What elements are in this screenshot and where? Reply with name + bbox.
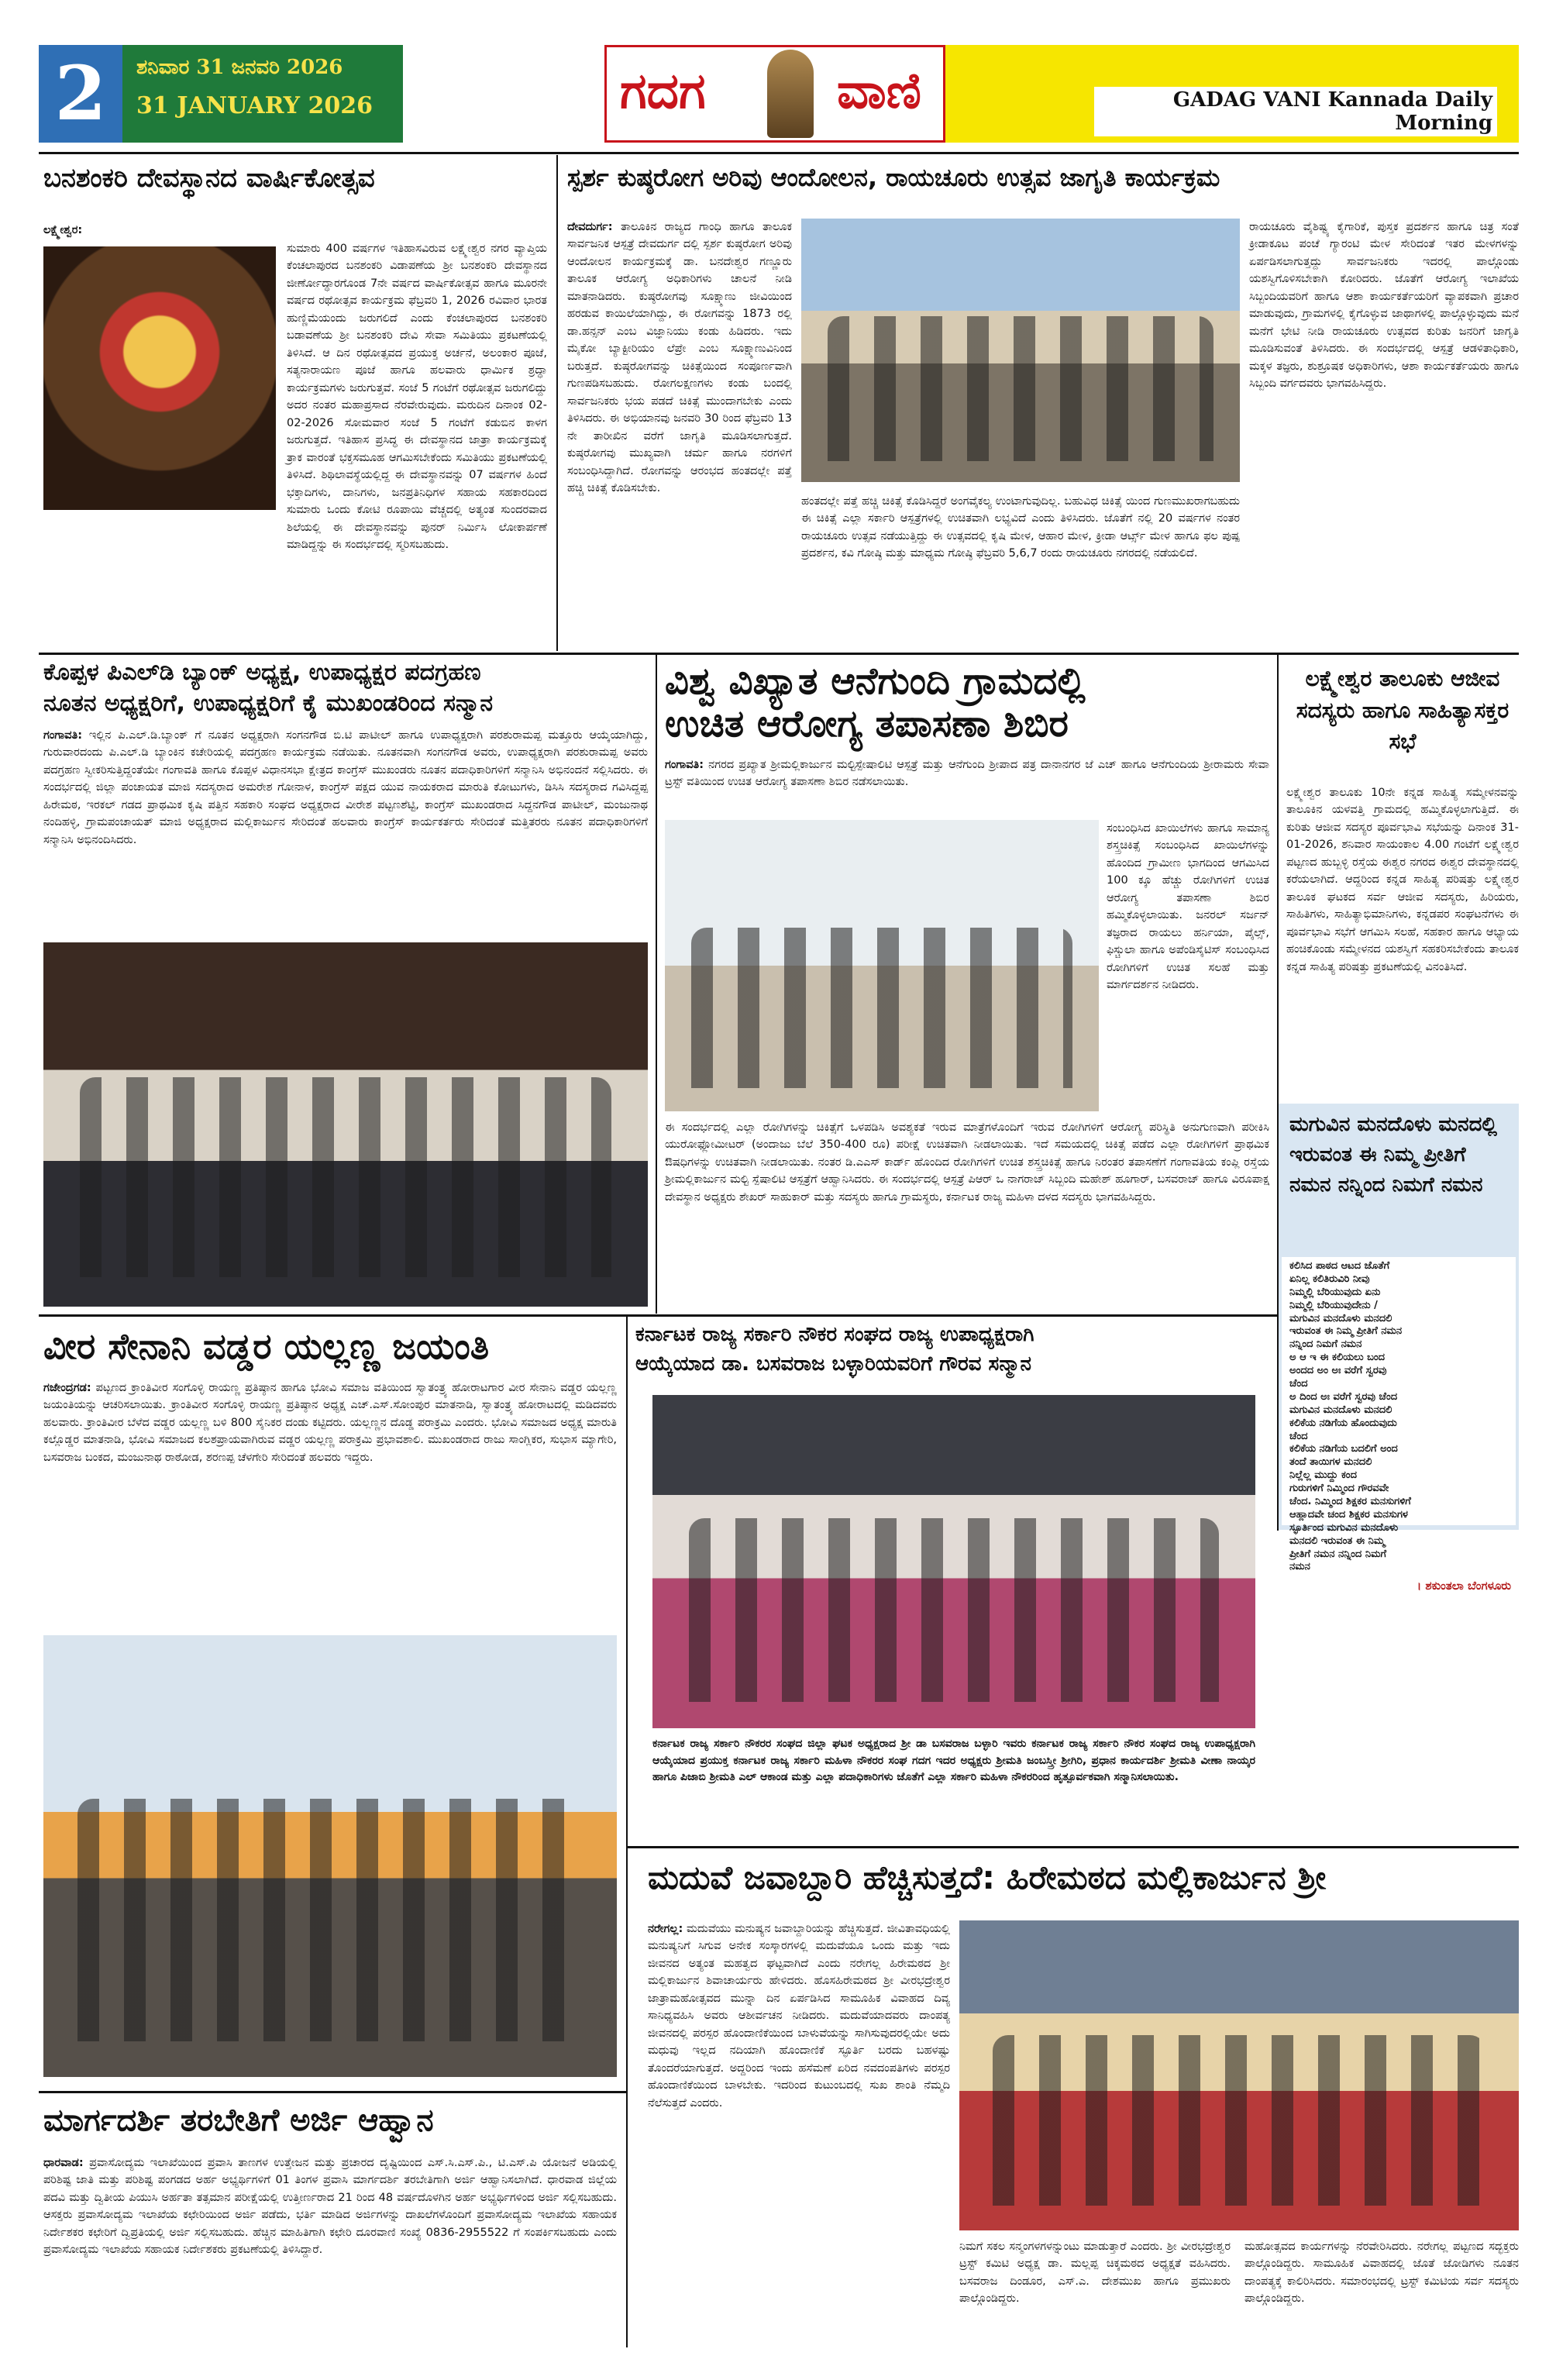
temple-body-col bbox=[287, 240, 547, 551]
poem-line: ಕಲಿಕೆಯ ನಡಿಗೆಯ ಬದಲಿಗೆ ಅಂದ bbox=[1289, 1443, 1398, 1455]
leprosy-col2 bbox=[801, 493, 1240, 645]
poem-line: ಕಲಿಕೆಯ ನಡಿಗೆಯ ಹೊಂದುವುದು bbox=[1289, 1417, 1397, 1429]
margadarshi-article bbox=[43, 2102, 617, 2139]
poem-line: ಮನದಲಿ ಇರುವಂತ ಈ ನಿಮ್ಮ bbox=[1289, 1534, 1385, 1547]
marriage-body: ಮದುವೆಯು ಮನುಷ್ಯನ ಜವಾಬ್ದಾರಿಯನ್ನು ಹೆಚ್ಚಿಸುತ್ತದೆ. ಜೀವಿತಾವಧಿಯಲ್ಲಿ ಮನುಷ್ಯನಿಗೆ ಸಿಗುವ ಅನೇಕ ಸಂಸ್ಕಾರಗಳಲ್ಲಿ ಮದುವೆಯೂ ಒಂದು ಮತ್ತು ಇದು ಜೀವನದ ಅತ್ಯಂತ ಮಹತ್ವದ ಘಟ್ಟವಾಗಿದೆ ಎಂದು ನರೇಗಲ್ಲ ಹಿರೇಮಠದ ಶ್ರೀ ಮಲ್ಲಿಕಾರ್ಜುನ ಶಿವಾಚಾರ್ಯರು ಹೇಳಿದರು. ಹೊಸಹಿರೇಮಠದ ಶ್ರೀ ವೀರಭದ್ರೇಶ್ವರ ಜಾತ್ರಾಮಹೋತ್ಸವದ ಮುನ್ನಾ ದಿನ ಏರ್ಪಡಿಸಿದ ಸಾಮೂಹಿಕ ವಿವಾಹದ ದಿವ್ಯ ಸಾನಿಧ್ಯವಹಿಸಿ ಅವರು ಆಶೀರ್ವಚನ ನೀಡಿದರು. ಮದುವೆಯಾದವರು ದಾಂಪತ್ಯ ಜೀವನದಲ್ಲಿ ಪರಸ್ಪರ ಹೊಂದಾಣಿಕೆಯಿಂದ ಬಾಳುವೆಯನ್ನು ಸಾಗಿಸುವುದರಲ್ಲಿಯೇ ಅದು ಮಧುವು ಇಲ್ಲದ ನದಿಯಾಗಿ ಹೊಂದಾಣಿಕೆ ಸ್ಫೂರ್ತಿ ಬರದು ಬಹಳಷ್ಟು ತೊಂದರೆಯಾಗುತ್ತದೆ. ಅದ್ದರಿಂದ ಇಂದು ಹಸೆಮಣೆ ಏರಿದ ನವದಂಪತಿಗಳು ಪರಸ್ಪರ ಹೊಂದಾಣಿಕೆಯಿಂದ ಬಾಳಬೇಕು. ಇದರಿಂದ ಕುಟುಂಬದಲ್ಲಿ ಸುಖ ಶಾಂತಿ ನೆಮ್ಮದಿ ನೆಲೆಸುತ್ತದೆ ಎಂದರು. bbox=[648, 1923, 951, 2110]
poem-line: ತಂದೆ ತಾಯಿಗಳ ಮನದಲಿ bbox=[1289, 1456, 1372, 1469]
poem-line: ಅಂದದ ಅಂ ಅಃ ವರೆಗೆ ಸ್ವರವು bbox=[1289, 1365, 1387, 1377]
sahitya-body-wrap bbox=[1286, 784, 1519, 1094]
health-body-wrap bbox=[665, 1119, 1269, 1308]
temple-body: ಸುಮಾರು 400 ವರ್ಷಗಳ ಇತಿಹಾಸವಿರುವ ಲಕ್ಷ್ಮೇಶ್ವರ ನಗರ ವ್ಯಾಪ್ತಿಯ ಕೆಂಚಲಾಪುರದ ಬನಶಂಕರಿ ವಿಡಾಪಣೆಯ ಶ್ರೀ ಬನಶಂಕರಿ ದೇವಸ್ಥಾನದ ಜೀರ್ಣೋದ್ಧಾರಗೊಂಡ 7ನೇ ವರ್ಷದ ವಾರ್ಷಿಕೋತ್ಸವ ಹಾಗೂ ಮೂರನೇ ವರ್ಷದ ರಥೋತ್ಸವ ಕಾರ್ಯಕ್ರಮ ಫೆಬ್ರವರಿ 1, 2026 ರವಿವಾರ ಭಾರತ ಹುಣ್ಣಿಮೆಯಂದು ಜರುಗಲಿದೆ ಎಂದು ಕೆಂಚಲಾಪುರದ ಬನಶಂಕರಿ ಬಡಾವಣೆಯ ಶ್ರೀ ಬನಶಂಕರಿ ದೇವಿ ಸೇವಾ ಸಮಿತಿಯು ಪ್ರಕಟಣೆಯಲ್ಲಿ ತಿಳಿಸಿದೆ. ಆ ದಿನ ರಥೋತ್ಸವದ ಪ್ರಯುಕ್ತ ಅರ್ಚನೆ, ಅಲಂಕಾರ ಪೂಜೆ, ಸತ್ಯನಾರಾಯಣ ಪೂಜೆ ಹಾಗೂ ಹಲವಾರು ಧಾರ್ಮಿಕ ಶ್ರದ್ಧಾ ಕಾರ್ಯಕ್ರಮಗಳು ಜರುಗುತ್ತವೆ. ಸಂಜೆ 5 ಗಂಟೆಗೆ ರಥೋತ್ಸವ ಜರುಗಲಿದ್ದು ಅದರ ನಂತರ ಮಹಾಪ್ರಸಾದ ನೆರವೇರುವುದು. ಮರುದಿನ ದಿನಾಂಕ 02-02-2026 ಸೋಮವಾರ ಸಂಜೆ 5 ಗಂಟೆಗೆ ಕಡುಬಿನ ಕಾಳಗ ಜರುಗುತ್ತದೆ. ಇತಿಹಾಸ ಪ್ರಸಿದ್ಧ ಈ ದೇವಸ್ಥಾನದ ಜಾತ್ರಾ ಕಾರ್ಯಕ್ರಮಕ್ಕೆ ತ್ರಾಕ ವಾರಂತೆ ಭಕ್ತಸಮೂಹ ಆಗಮಿಸಬೇಕೆಂದು ಸಮಿತಿಯು ಪ್ರಕಟಣೆಯಲ್ಲಿ ತಿಳಿಸಿದೆ. ಶಿಥಿಲಾವಸ್ಥೆಯಲ್ಲಿದ್ದ ಈ ದೇವಸ್ಥಾನವನ್ನು 07 ವರ್ಷಗಳ ಹಿಂದೆ ಭಕ್ತಾದಿಗಳು, ದಾನಿಗಳು, ಜನಪ್ರತಿನಿಧಿಗಳ ಸಹಾಯ ಸಹಕಾರದಿಂದ ಸುಮಾರು ಒಂದು ಕೋಟಿ ರೂಪಾಯಿ ವೆಚ್ಚದಲ್ಲಿ ಅತ್ಯಂತ ಸುಂದರವಾದ ಶಿಲೆಯಲ್ಲಿ ಈ ದೇವಸ್ಥಾನವನ್ನು ಪುನರ್ ನಿರ್ಮಿಸಿ ಲೋಕಾರ್ಪಣೆ ಮಾಡಿದ್ದನ್ನು ಈ ಸಂದರ್ಭದಲ್ಲಿ ಸ್ಮರಿಸಬಹುದು. bbox=[287, 243, 547, 551]
marriage-photo bbox=[959, 1920, 1519, 2230]
health-dateline: ಗಂಗಾವತಿ: bbox=[665, 759, 704, 771]
poem-line: ಇರುವಂತ ಈ ನಿಮ್ಮ ಪ್ರೀತಿಗೆ ನಮನ bbox=[1289, 1325, 1403, 1338]
leprosy-body-1: ತಾಲೂಕಿನ ರಾಜ್ಯದ ಗಾಂಧಿ ಹಾಗೂ ತಾಲೂಕ ಸಾರ್ವಜನಿಕ ಆಸ್ಪತ್ರೆ ದೇವದುರ್ಗ ದಲ್ಲಿ ಸ್ಪರ್ಶ ಕುಷ್ಠರೋಗ ಅರಿವು ಆಂದೋಲನ ಕಾರ್ಯಕ್ರಮಕ್ಕೆ ಡಾ. ಬನದೇಶ್ವರ ಗಣ್ಣೂರು ತಾಲೂಕ ಆರೋಗ್ಯ ಅಧಿಕಾರಿಗಳು ಚಾಲನೆ ನೀಡಿ ಮಾತನಾಡಿದರು. ಕುಷ್ಠರೋಗವು ಸೂಕ್ಷ್ಮಾಣು ಜೀವಿಯಿಂದ ಹರಡುವ ಕಾಯಿಲೆಯಾಗಿದ್ದು, ಈ ರೋಗವನ್ನು 1873 ರಲ್ಲಿ ಡಾ.ಹನ್ಸನ್ ಎಂಬ ವಿಜ್ಞಾನಿಯು ಕಂಡು ಹಿಡಿದರು. ಇದು ಮೈಕೋ ಬ್ಯಾಕ್ಟೀರಿಯಂ ಲೆಪ್ರೇ ಎಂಬ ಸೂಕ್ಷ್ಮಾಣುವಿನಿಂದ ಬರುತ್ತದೆ. ಕುಷ್ಠರೋಗವನ್ನು ಚಿಕಿತ್ಸೆಯಿಂದ ಸಂಪೂರ್ಣವಾಗಿ ಗುಣಪಡಿಸಬಹುದು. ರೋಗಲಕ್ಷಣಗಳು ಕಂಡು ಬಂದಲ್ಲಿ ಸಾರ್ವಜನಿಕರು ಭಯ ಪಡದೆ ಚಿಕಿತ್ಸೆ ಮುಂದಾಗಬೇಕು ಎಂದು ತಿಳಿಸಿದರು. ಈ ಅಭಿಯಾನವು ಜನವರಿ 30 ರಿಂದ ಫೆಬ್ರವರಿ 13 ನೇ ತಾರೀಖಿನ ವರೆಗೆ ಜಾಗೃತಿ ಮೂಡಿಸಲಾಗುತ್ತದೆ. ಕುಷ್ಠರೋಗವು ಮುಖ್ಯವಾಗಿ ಚರ್ಮ ಹಾಗೂ ನರಗಳಿಗೆ ಸಂಬಂಧಿಸಿದ್ದಾಗಿದೆ. ರೋಗವನ್ನು ಆರಂಭದ ಹಂತದಲ್ಲೇ ಪತ್ತೆ ಹಚ್ಚಿ ಚಿಕಿತ್ಸೆ ಕೊಡಿಸಬೇಕು. bbox=[567, 221, 792, 495]
col-divider bbox=[656, 655, 657, 1314]
margadarshi-headline: ಮಾರ್ಗದರ್ಶಿ ತರಬೇತಿಗೆ ಅರ್ಜಿ ಆಹ್ವಾನ bbox=[43, 2103, 434, 2138]
margadarshi-body-wrap bbox=[43, 2154, 617, 2347]
poem-line: ನನ್ನಿಂದ ನಿಮಗೆ ನಮನ bbox=[1289, 1338, 1362, 1351]
temple-photo bbox=[43, 246, 276, 510]
jayanti-dateline: ಗಜೇಂದ್ರಗಡ: bbox=[43, 1382, 91, 1394]
leprosy-headline: ಸ್ಪರ್ಶ ಕುಷ್ಠರೋಗ ಅರಿವು ಆಂದೋಲನ, ರಾಯಚೂರು ಉತ್ಸವ ಜಾಗೃತಿ ಕಾರ್ಯಕ್ರಮ bbox=[567, 163, 1220, 192]
date-english: 31 JANUARY 2026 bbox=[136, 92, 373, 119]
poem-line: ಚೆಂದ bbox=[1289, 1378, 1308, 1390]
row-divider bbox=[628, 1846, 1519, 1848]
leprosy-photo bbox=[801, 219, 1240, 482]
sahitya-headline: ಲಕ್ಷ್ಮೇಶ್ವರ ತಾಲೂಕು ಆಜೀವ ಸದಸ್ಯರು ಹಾಗೂ ಸಾಹಿತ್ಯಾಸಕ್ತರ ಸಭೆ bbox=[1296, 666, 1510, 755]
date-kannada: ಶನಿವಾರ 31 ಜನವರಿ 2026 bbox=[136, 56, 343, 79]
date-box bbox=[122, 45, 403, 143]
karnataka-article bbox=[635, 1321, 1269, 1379]
karnataka-headline-1: ಕರ್ನಾಟಕ ರಾಜ್ಯ ಸರ್ಕಾರಿ ನೌಕರ ಸಂಘದ ರಾಜ್ಯ ಉಪಾಧ್ಯಕ್ಷರಾಗಿ bbox=[635, 1323, 1034, 1346]
poem-line: ಮಗುವಿನ ಮನದೊಳು ಮನದಲಿ bbox=[1289, 1312, 1392, 1324]
poem-line: ನಮನ bbox=[1289, 1561, 1310, 1573]
marriage-headline: ಮದುವೆ ಜವಾಬ್ದಾರಿ ಹೆಚ್ಚಿಸುತ್ತದೆ: ಹಿರೇಮಠದ ಮಲ್ಲಿಕಾರ್ಜುನ ಶ್ರೀ bbox=[648, 1858, 1327, 1896]
poem-line: ಅ ದಿಂದ ಅಃ ವರೆಗೆ ಸ್ವರವು ಚೆಂದ bbox=[1289, 1390, 1398, 1403]
jayanti-photo bbox=[43, 1635, 617, 2077]
poem-line: ಪ್ರೀತಿಗೆ ನಮನ ನನ್ನಿಂದ ನಿಮಗೆ bbox=[1289, 1548, 1387, 1560]
leprosy-article bbox=[567, 163, 1519, 192]
health-intro: ನಗರದ ಪ್ರಖ್ಯಾತ ಶ್ರೀಮಲ್ಲಿಕಾರ್ಜುನ ಮಲ್ಟಿಸ್ಪೇಷಾಲಿಟಿ ಆಸ್ಪತ್ರೆ ಮತ್ತು ಆನೆಗುಂದಿ ಶ್ರೀಪಾದ ಪತ್ರ ದಾನಾನಗರ ಜೆ ಎಚ್ ಹಾಗೂ ಆನೆಗುಂದಿಯ ಶ್ರೀರಾಮರು ಸೇವಾ ಟ್ರಸ್ಟ್ ವತಿಯಿಂದ ಉಚಿತ ಆರೋಗ್ಯ ತಪಾಸಣಾ ಶಿಬಿರ ನಡೆಸಲಾಯಿತು. bbox=[665, 759, 1269, 789]
marriage-col2-wrap bbox=[1244, 2238, 1519, 2347]
bank-body: ಇಲ್ಲಿನ ಪಿ.ಎಲ್.ಡಿ.ಬ್ಯಾಂಕ್ ಗೆ ನೂತನ ಅಧ್ಯಕ್ಷರಾಗಿ ಸಂಗನಗೌಡ ಬಿ.ಟಿ ಪಾಟೀಲ್ ಹಾಗೂ ಉಪಾಧ್ಯಕ್ಷರಾಗಿ ಪರಶುರಾಮಪ್ಪ ಮತ್ತೂರು ಆಯ್ಕೆಯಾಗಿದ್ದು, ಗುರುವಾರದಂದು ಪಿ.ಎಲ್.ಡಿ ಬ್ಯಾಂಕಿನ ಕಚೇರಿಯಲ್ಲಿ ಪದಗ್ರಹಣ ಕಾರ್ಯಕ್ರಮ ನಡೆಯಿತು. ನೂತನವಾಗಿ ಸಂಗನಗೌಡ ಅವರು, ಉಪಾಧ್ಯಕ್ಷರಾಗಿ ಪರಶುರಾಮಪ್ಪ ಅವರು ಪದಗ್ರಹಣ ಸ್ವೀಕರಿಸುತ್ತಿದ್ದಂತೆಯೇ ಗಂಗಾವತಿ ಹಾಗೂ ಕೊಪ್ಪಳ ವಿಧಾನಸಭಾ ಕ್ಷೇತ್ರದ ಕಾಂಗ್ರೆಸ್ ಮುಖಂಡರು ನೂತನ ಪದಾಧಿಕಾರಿಗಳಿಗೆ ಸನ್ಮಾನಿಸಿ ಅಭಿನಂದನೆ ಸಲ್ಲಿಸಿದರು. ಈ ಸಂದರ್ಭದಲ್ಲಿ ಜಿಲ್ಲಾ ಪಂಚಾಯತ ಮಾಜಿ ಸದಸ್ಯರಾದ ಅಮರೇಶ ಗೋನಾಳ, ಕಾಂಗ್ರೆಸ್ ಪಕ್ಷದ ಯುವ ನಾಯಕರಾದ ಮಾರುತಿ ಕೋಟುಗಳು, ಡಿಸಿಸಿ ಸದಸ್ಯರಾದ ಗವಿಸಿದ್ದಪ್ಪ ಹಿರೇಮಠ, ಇರಕಲ್ ಗಡದ ಪ್ರಾಥಮಿಕ ಕೃಷಿ ಪತ್ತಿನ ಸಹಕಾರಿ ಸಂಘದ ಅಧ್ಯಕ್ಷರಾದ ವೀರೇಶ ಪಟ್ಟಣಶೆಟ್ಟಿ, ಕಾಂಗ್ರೆಸ್ ಮುಖಂಡರಾದ ಸಿದ್ದನಗೌಡ ಪಾಟೀಲ್, ಮಂಜುನಾಥ ನಂದಿಹಳ್ಳಿ, ಗ್ರಾಮಪಂಚಾಯತ್ ಮಾಜಿ ಅಧ್ಯಕ್ಷರಾದ ಮಲ್ಲಿಕಾರ್ಜುನ ಸೇರಿದಂತೆ ಹಲವಾರು ಕಾಂಗ್ರೆಸ್ ಕಾರ್ಯಕರ್ತರು ಸೇರಿದಂತೆ ಮತ್ತಿತರರು ನೂತನ ಪದಾಧಿಕಾರಿಗಳಿಗೆ ಸನ್ಮಾನಿಸಿ ಅಭಿನಂದಿಸಿದರು. bbox=[43, 729, 648, 846]
health-body: ಈ ಸಂದರ್ಭದಲ್ಲಿ ಎಲ್ಲಾ ರೋಗಿಗಳನ್ನು ಚಿಕಿತ್ಸೆಗೆ ಒಳಪಡಿಸಿ ಅವಶ್ಯಕತೆ ಇರುವ ಮಾತ್ರೆಗಳೊಂದಿಗೆ ಇರುವ ರೋಗಿಗಳಿಗೆ ಆರೋಗ್ಯ ಪರಿಸ್ಥಿತಿ ಅನುಗುಣವಾಗಿ ಪರೀಕಿಸಿ ಯುರೋಫ್ಲೋಮೀಟರ್ (ಅಂದಾಜು ಬೆಲೆ 350-400 ರೂ) ಪರೀಕ್ಷೆ ಉಚಿತವಾಗಿ ನೀಡಲಾಯಿತು. ಇದೆ ಸಮಯದಲ್ಲಿ ಚಿಕಿತ್ಸೆ ಪಡೆದ ಎಲ್ಲಾ ರೋಗಿಗಳಿಗೆ ಪ್ರಾಥಮಿಕ ಔಷಧಿಗಳನ್ನು ಉಚಿತವಾಗಿ ನೀಡಲಾಯಿತು. ನಂತರ ಡಿ.ಎಎಸ್ ಕಾರ್ಡ್ ಹೊಂದಿದ ರೋಗಿಗಳಿಗೆ ಉಚಿತ ಶಸ್ತ್ರಚಿಕಿತ್ಸೆ ಹಾಗೂ ನಿರಂತರ ತಪಾಸಣೆಗೆ ಗಂಗಾವತಿಯ ಕಂಪ್ಲಿ ರಸ್ತೆಯ ಶ್ರೀಮಲ್ಲಿಕಾರ್ಜುನ ಮಲ್ಟಿ ಸ್ಪೆಷಾಲಿಟಿ ಆಸ್ಪತ್ರೆಗೆ ಆಹ್ವಾನಿಸಿದರು. ಈ ಸಂದರ್ಭದಲ್ಲಿ ಆಸ್ಪತ್ರೆ ಪಿಆರ್ ಒ ನಾಗರಾಜ್ ಸಿಬ್ಬಂದಿ ಮಹೇಶ್ ಹೂಗಾರ್, ಬಸವರಾಜ್ ಹಾಗೂ ವಿರೂಪಾಕ್ಷ ದೇವಸ್ಥಾನ ಅಧ್ಯಕ್ಷರು ಶೇಖರ್ ಸಾಹುಕಾರ್ ಮತ್ತು ಸದಸ್ಯರು ಹಾಗೂ ಗ್ರಾಮಸ್ಥರು, ಕರ್ನಾಟಕ ರಾಜ್ಯ ಮಹಿಳಾ ದಳದ ಸದಸ್ಯರು ಭಾಗವಹಿಸಿದ್ದರು. bbox=[665, 1121, 1269, 1204]
marriage-article bbox=[648, 1858, 1519, 1897]
tagline: GADAG VANI Kannada Daily Morning bbox=[1094, 87, 1497, 136]
leprosy-col3 bbox=[1249, 219, 1519, 645]
bank-photo bbox=[43, 942, 648, 1307]
poem-line: ಆಹ್ಲಾದವೇ ಚಂದ ಶಿಕ್ಷಕರ ಮನಸುಗಳ bbox=[1289, 1508, 1408, 1521]
karnataka-photo bbox=[652, 1395, 1255, 1728]
marriage-dateline: ನರೇಗಲ್ಲ: bbox=[648, 1923, 683, 1935]
col-divider bbox=[556, 155, 558, 651]
jayanti-article bbox=[43, 1325, 617, 1368]
bank-article bbox=[43, 659, 648, 718]
row-divider bbox=[39, 1314, 1277, 1317]
poem-line: ಚೆಂದ. ನಿಮ್ಮಿಂದ ಶಿಕ್ಷಕರ ಮನಸುಗಳಿಗೆ bbox=[1289, 1496, 1411, 1508]
poem-line: ಕಲಿಸಿದ ಪಾಠದ ಆಟದ ಜೊತೆಗೆ bbox=[1289, 1260, 1390, 1272]
karnataka-caption: ಕರ್ನಾಟಕ ರಾಜ್ಯ ಸರ್ಕಾರಿ ನೌಕರರ ಸಂಘದ ಜಿಲ್ಲಾ ಘಟಕ ಅಧ್ಯಕ್ಷರಾದ ಶ್ರೀ ಡಾ ಬಸವರಾಜ ಬಳ್ಳಾರಿ ಇವರು ಕರ್ನಾಟಕ ರಾಜ್ಯ ಸರ್ಕಾರಿ ನೌಕರ ಸಂಘದ ರಾಜ್ಯ ಉಪಾಧ್ಯಕ್ಷರಾಗಿ ಆಯ್ಕೆಯಾದ ಪ್ರಯುಕ್ತ ಕರ್ನಾಟಕ ರಾಜ್ಯ ಸರ್ಕಾರಿ ಮಹಿಳಾ ನೌಕರರ ಸಂಘ ಗದಗ ಇದರ ಅಧ್ಯಕ್ಷರು ಶ್ರೀಮತಿ ಜಂಬಸ್ತ್ರೀ ಶ್ರೀಗಿರಿ, ಪ್ರಧಾನ ಕಾರ್ಯದರ್ಶಿ ಶ್ರೀಮತಿ ವೀಣಾ ನಾಯ್ಕರ ಹಾಗೂ ಪಿಜಾಬಿ ಶ್ರೀಮತಿ ಎಲ್ ಆಕಾಂಡ ಮತ್ತು ಎಲ್ಲಾ ಪದಾಧಿಕಾರಿಗಳು ಜೊತೆಗೆ ಎಲ್ಲಾ ಸರ್ಕಾರಿ ಮಹಿಳಾ ನೌಕರರಿಂದ ಹೃತ್ಪೂರ್ವಕವಾಗಿ ಸನ್ಮಾನಿಸಲಾಯಿತು. bbox=[652, 1738, 1255, 1784]
poem-line: ಅ ಆ ಇ ಈ ಕಲಿಯಲು ಬಂದ bbox=[1289, 1352, 1386, 1364]
masthead-divider bbox=[39, 152, 1519, 154]
bank-headline-1: ಕೊಪ್ಪಳ ಪಿಎಲ್‌ಡಿ ಬ್ಯಾಂಕ್ ಅಧ್ಯಕ್ಷ, ಉಪಾಧ್ಯಕ್ಷರ ಪದಗ್ರಹಣ bbox=[43, 659, 481, 686]
bank-dateline: ಗಂಗಾವತಿ: bbox=[43, 729, 83, 742]
leprosy-body-2: ಹಂತದಲ್ಲೇ ಪತ್ತೆ ಹಚ್ಚಿ ಚಿಕಿತ್ಸೆ ಕೊಡಿಸಿದ್ದರೆ ಅಂಗವೈಕಲ್ಯ ಉಂಟಾಗುವುದಿಲ್ಲ. ಬಹುವಿಧ ಚಿಕಿತ್ಸೆ ಯಿಂದ ಗುಣಮುಖರಾಗಬಹುದು ಈ ಚಿಕಿತ್ಸೆ ಎಲ್ಲಾ ಸರ್ಕಾರಿ ಆಸ್ಪತ್ರೆಗಳಲ್ಲಿ ಉಚಿತವಾಗಿ ಲಭ್ಯವಿದೆ ಎಂದು ತಿಳಿಸಿದರು. ಜೊತೆಗೆ ನಲ್ಲಿ 20 ವರ್ಷಗಳ ನಂತರ ರಾಯಚೂರು ಉತ್ಸವ ನಡೆಯುತ್ತಿದ್ದು ಈ ಉತ್ಸವದಲ್ಲಿ ಕೃಷಿ ಮೇಳ, ಆಹಾರ ಮೇಳ, ಕ್ರೀಡಾ ಆರ್ಟ್ಸ್ ಮೇಳ ಹಾಗೂ ಫಲ ಪುಷ್ಪ ಪ್ರದರ್ಶನ, ಕವಿ ಗೋಷ್ಠಿ ಮತ್ತು ಮಾಧ್ಯಮ ಗೋಷ್ಠಿ ಫೆಬ್ರವರಿ 5,6,7 ರಂದು ರಾಯಚೂರು ನಗರದಲ್ಲಿ ನಡೆಯಲಿದೆ. bbox=[801, 495, 1240, 560]
jayanti-body-wrap bbox=[43, 1379, 617, 1624]
temple-headline: ಬನಶಂಕರಿ ದೇವಸ್ಥಾನದ ವಾರ್ಷಿಕೋತ್ಸವ bbox=[43, 163, 375, 194]
health-side-text: ಸಂಬಂಧಿಸಿದ ಖಾಯಿಲೆಗಳು ಹಾಗೂ ಸಾಮಾನ್ಯ ಶಸ್ತ್ರಚಿಕಿತ್ಸೆ ಸಂಬಂಧಿಸಿದ ಖಾಯಿಲೆಗಳನ್ನು ಹೊಂದಿದ ಗ್ರಾಮೀಣ ಭಾಗದಿಂದ ಆಗಮಿಸಿದ 100 ಕ್ಕೂ ಹೆಚ್ಚು ರೋಗಿಗಳಿಗೆ ಉಚಿತ ಆರೋಗ್ಯ ತಪಾಸಣಾ ಶಿಬಿರ ಹಮ್ಮಿಕೊಳ್ಳಲಾಯಿತು. ಜನರಲ್ ಸರ್ಜನ್ ತಜ್ಞರಾದ ರಾಯಲು ಹರ್ನಿಯಾ, ಪೈಲ್ಸ್, ಫಿಸ್ಚುಲಾ ಹಾಗೂ ಅಪೆಂಡಿಸೈಟಿಸ್ ಸಂಬಂಧಿಸಿದ ರೋಗಿಗಳಿಗೆ ಉಚಿತ ಸಲಹೆ ಮತ್ತು ಮಾರ್ಗದರ್ಶನ ನೀಡಿದರು. bbox=[1107, 822, 1269, 992]
bank-headline-2: ನೂತನ ಅಧ್ಯಕ್ಷರಿಗೆ, ಉಪಾಧ್ಯಕ್ಷರಿಗೆ ಕೈ ಮುಖಂಡರಿಂದ ಸನ್ಮಾನ bbox=[43, 690, 494, 717]
health-side bbox=[1107, 820, 1269, 1114]
marriage-col1-wrap bbox=[959, 2238, 1231, 2347]
poem-author: । ಶಕುಂತಲಾ ಬೆಂಗಳೂರು bbox=[1417, 1579, 1511, 1593]
karnataka-caption-wrap bbox=[652, 1736, 1255, 1837]
health-article bbox=[665, 660, 1269, 746]
row-divider bbox=[39, 2091, 626, 2093]
health-headline-2: ಉಚಿತ ಆರೋಗ್ಯ ತಪಾಸಣಾ ಶಿಬಿರ bbox=[665, 702, 1069, 746]
sahitya-body: ಲಕ್ಷ್ಮೇಶ್ವರ ತಾಲೂಕು 10ನೇ ಕನ್ನಡ ಸಾಹಿತ್ಯ ಸಮ್ಮೇಳನವನ್ನು ತಾಲೂಕಿನ ಯಳವತ್ತಿ ಗ್ರಾಮದಲ್ಲಿ ಹಮ್ಮಿಕೊಳ್ಳಲಾಗುತ್ತಿದೆ. ಈ ಕುರಿತು ಆಜೀವ ಸದಸ್ಯರ ಪೂರ್ವಭಾವಿ ಸಭೆಯನ್ನು ದಿನಾಂಕ 31-01-2026, ಶನಿವಾರ ಸಾಯಂಕಾಲ 4.00 ಗಂಟೆಗೆ ಲಕ್ಷ್ಮೇಶ್ವರ ಪಟ್ಟಣದ ಹುಬ್ಬಳ್ಳಿ ರಸ್ತೆಯ ಈಶ್ವರ ನಗರದ ಈಶ್ವರ ದೇವಸ್ಥಾನದಲ್ಲಿ ಕರೆಯಲಾಗಿದೆ. ಆದ್ದರಿಂದ ಕನ್ನಡ ಸಾಹಿತ್ಯ ಪರಿಷತ್ತು ಲಕ್ಷ್ಮೇಶ್ವರ ತಾಲೂಕ ಘಟಕದ ಸರ್ವ ಆಜೀವ ಸದಸ್ಯರು, ಹಿರಿಯರು, ಸಾಹಿತಿಗಳು, ಸಾಹಿತ್ಯಾಭಿಮಾನಿಗಳು, ಕನ್ನಡಪರ ಸಂಘಟನೆಗಳು ಈ ಪೂರ್ವಭಾವಿ ಸಭೆಗೆ ಆಗಮಿಸಿ ಸಲಹೆ, ಸಹಕಾರ ಹಾಗೂ ಆಭ್ಯಾಯ ಹಂಚಿಕೊಂಡು ಸಮ್ಮೇಳನದ ಯಶಸ್ವಿಗೆ ಸಹಕರಿಸಬೇಕೆಂದು ತಾಲೂಕ ಕನ್ನಡ ಸಾಹಿತ್ಯ ಪರಿಷತ್ತು ಪ್ರಕಟಣೆಯಲ್ಲಿ ವಿನಂತಿಸಿದೆ. bbox=[1286, 787, 1519, 973]
jayanti-headline: ವೀರ ಸೇನಾನಿ ವಡ್ಡರ ಯಲ್ಲಣ್ಣ ಜಯಂತಿ bbox=[43, 1325, 490, 1367]
temple-article bbox=[43, 163, 547, 195]
logo-text-right: ವಾಣಿ bbox=[837, 62, 921, 120]
margadarshi-dateline: ಧಾರವಾಡ: bbox=[43, 2157, 84, 2169]
col-divider bbox=[626, 1317, 628, 2347]
poem-line: ಗುರುಗಳಿಗೆ ನಿಮ್ಮಿಂದ ಗೌರವವೇ bbox=[1289, 1483, 1389, 1495]
leprosy-col1 bbox=[567, 219, 792, 498]
leprosy-dateline: ದೇವದುರ್ಗ: bbox=[567, 221, 613, 233]
temple-dateline: ಲಕ್ಷ್ಮೇಶ್ವರ: bbox=[43, 224, 83, 236]
leprosy-body-3: ರಾಯಚೂರು ವೈಶಿಷ್ಟ್ಯ ಕೈಗಾರಿಕೆ, ಪುಸ್ತಕ ಪ್ರದರ್ಶನ ಹಾಗೂ ಚಿತ್ರ ಸಂತೆ ಕ್ರೀಡಾಕೂಟ ಪಂಚೆ ಗ್ಯಾರಂಟಿ ಮೇಳ ಸೇರಿದಂತೆ ಇತರ ಮೇಳಗಳನ್ನು ಏರ್ಪಡಿಸಲಾಗುತ್ತದ್ದು ಸಾರ್ವಜನಿಕರು ಇದರಲ್ಲಿ ಪಾಲ್ಗೊಂಡು ಯಶಸ್ವಿಗೊಳಿಸಬೇಕಾಗಿ ಕೋರಿದರು. ಜೊತೆಗೆ ಆರೋಗ್ಯ ಇಲಾಖೆಯ ಸಿಬ್ಬಂದಿಯವರಿಗೆ ಹಾಗೂ ಆಶಾ ಕಾರ್ಯಕರ್ತೆಯರಿಗೆ ವ್ಯಾಪಕವಾಗಿ ಪ್ರಚಾರ ಮಾಡುವುದು, ಗ್ರಾಮಗಳಲ್ಲಿ ಕೈಗೊಳ್ಳುವ ಜಾಥಾಗಳಲ್ಲಿ ಪಾಲ್ಗೊಳ್ಳುವುದು ಮನೆ ಮನೆಗೆ ಭೇಟಿ ನೀಡಿ ರಾಯಚೂರು ಉತ್ಸವದ ಕುರಿತು ಜನರಿಗೆ ಜಾಗೃತಿ ಮೂಡಿಸುವಂತೆ ತಿಳಿಸಿದರು. ಈ ಸಂದರ್ಭದಲ್ಲಿ ಆಸ್ಪತ್ರೆ ಆಡಳಿತಾಧಿಕಾರಿ, ಮಕ್ಕಳ ತಜ್ಞರು, ಶುಶ್ರೂಷಕ ಅಧಿಕಾರಿಗಳು, ಆಶಾ ಕಾರ್ಯಕರ್ತೆಯರು ಹಾಗೂ ಸಿಬ್ಬಂದಿ ವರ್ಗದವರು ಭಾಗವಹಿಸಿದ್ದರು. bbox=[1249, 221, 1519, 391]
poem-headline: ಮಗುವಿನ ಮನದೊಳು ಮನದಲ್ಲಿ ಇರುವಂತ ಈ ನಿಮ್ಮ ಪ್ರೀತಿಗೆ ನಮನ ನನ್ನಿಂದ ನಿಮಗೆ ನಮನ bbox=[1289, 1113, 1498, 1197]
health-headline-1: ವಿಶ್ವ ವಿಖ್ಯಾತ ಆನೆಗುಂದಿ ಗ್ರಾಮದಲ್ಲಿ bbox=[665, 660, 1086, 703]
karnataka-headline-2: ಆಯ್ಕೆಯಾದ ಡಾ. ಬಸವರಾಜ ಬಳ್ಳಾರಿಯವರಿಗೆ ಗೌರವ ಸನ್ಮಾನ bbox=[635, 1352, 1031, 1376]
poem-line: ನಿಮ್ಮಲ್ಲಿ ಬೆರಿಯುವುದೇನು / bbox=[1289, 1299, 1378, 1311]
marriage-body-wrap bbox=[648, 1920, 950, 2347]
health-photo bbox=[665, 820, 1099, 1111]
poem-line: ನಿಲ್ಲೆಲ್ಲ ಮುದ್ದು ಕಂದ bbox=[1289, 1469, 1357, 1482]
marriage-col2: ಮಹೋತ್ಸವದ ಕಾರ್ಯಗಳನ್ನು ನೆರವೇರಿಸಿದರು. ನರೇಗಲ್ಲ ಪಟ್ಟಣದ ಸದ್ಭಕ್ತರು ಪಾಲ್ಗೊಂಡಿದ್ದರು. ಸಾಮೂಹಿಕ ವಿವಾಹದಲ್ಲಿ ಜೊತೆ ಜೋಡಿಗಳು ನೂತನ ದಾಂಪತ್ಯಕ್ಕೆ ಕಾಲಿರಿಸಿದರು. ಸಮಾರಂಭದಲ್ಲಿ ಟ್ರಸ್ಟ್ ಕಮಿಟಿಯ ಸರ್ವ ಸದಸ್ಯರು ಪಾಲ್ಗೊಂಡಿದ್ದರು. bbox=[1244, 2241, 1519, 2306]
row-divider bbox=[39, 653, 1519, 655]
page-number: 2 bbox=[39, 45, 122, 143]
poem-lines bbox=[1289, 1260, 1511, 1593]
poem-line: ಚೆಂದ bbox=[1289, 1430, 1308, 1442]
sahitya-article bbox=[1286, 663, 1519, 758]
poem-line: ಏನಿಲ್ಲ ಕಲಿತಿರುವಿರಿ ನೀವು bbox=[1289, 1273, 1370, 1285]
bank-body-wrap bbox=[43, 727, 648, 936]
statue-logo-icon bbox=[767, 50, 814, 138]
marriage-col1: ನಿಮಗೆ ಸಕಲ ಸನ್ಮಂಗಳಗಳನ್ನುಂಟು ಮಾಡುತ್ತಾರೆ ಎಂದರು. ಶ್ರೀ ವೀರಭದ್ರೇಶ್ವರ ಟ್ರಸ್ಟ್ ಕಮಿಟಿ ಅಧ್ಯಕ್ಷ ಡಾ. ಮಲ್ಲಪ್ಪ ಚಿಕ್ಕಮಠದ ಅಧ್ಯಕ್ಷತೆ ವಹಿಸಿದರು. ಬಸವರಾಜ ದಿಂಡೂರ, ಎಸ್.ಎ. ದೇಶಮುಖ ಹಾಗೂ ಪ್ರಮುಖರು ಪಾಲ್ಗೊಂಡಿದ್ದರು. bbox=[959, 2241, 1231, 2306]
logo-text-left: ಗದಗ bbox=[620, 62, 706, 120]
health-intro-wrap bbox=[665, 756, 1269, 817]
poem-line: ಮಗುವಿನ ಮನದೊಳು ಮನದಲಿ bbox=[1289, 1404, 1392, 1416]
jayanti-body: ಪಟ್ಟಣದ ಕ್ರಾಂತಿವೀರ ಸಂಗೊಳ್ಳಿ ರಾಯಣ್ಣ ಪ್ರತಿಷ್ಠಾನ ಹಾಗೂ ಭೋವಿ ಸಮಾಜ ವತಿಯಿಂದ ಸ್ವಾತಂತ್ರ್ಯ ಹೋರಾಟಗಾರ ವೀರ ಸೇನಾನಿ ವಡ್ಡರ ಯಲ್ಲಣ್ಣ ಜಯಂತಿಯನ್ನು ಆಚರಿಸಲಾಯಿತು. ಕ್ರಾಂತಿವೀರ ಸಂಗೊಳ್ಳಿ ರಾಯಣ್ಣ ಪ್ರತಿಷ್ಠಾನ ಅಧ್ಯಕ್ಷ ಎಚ್.ಎಸ್.ಸೋಂಪುರ ಮಾತನಾಡಿ, ಸ್ವಾತಂತ್ರ್ಯ ಹೋರಾಟದಲ್ಲಿ ಮಡಿದವರು ಹಲವಾರು. ಕ್ರಾಂತಿವೀರ ಬೆಳೆದ ವಡ್ಡರ ಯಲ್ಲಣ್ಣ ಬಳಿ 800 ಸೈನಿಕರ ದಂಡು ಕಟ್ಟಿದರು. ಯಲ್ಲಣ್ಣನ ದೊಡ್ಡ ಪರಾಕ್ರಮಿ ಎಂದರು. ಭೋವಿ ಸಮಾಜದ ಅಧ್ಯಕ್ಷ ಮಾರುತಿ ಕಲ್ಲೊಡ್ಡರ ಮಾತನಾಡಿ, ಭೋವಿ ಸಮಾಜದ ಕಲಶಪ್ರಾಯವಾಗಿರುವ ವಡ್ಡರ ಯಲ್ಲಣ್ಣ ಪರಾಕ್ರಮಿ ಪ್ರಭಾವಶಾಲಿ. ಮುಖಂಡರಾದ ರಾಜು ಸಾಂಗ್ಲಿಕರ, ಸುಭಾಸ ಮ್ಯಾಗೇರಿ, ಬಸವರಾಜ ಬಂಕದ, ಮಂಜುನಾಥ ರಾಠೋಡ, ಶರಣಪ್ಪ ಚೆಳಗೇರಿ ಸೇರಿದಂತೆ ಹಲವರು ಇದ್ದರು. bbox=[43, 1382, 618, 1464]
poem-line: ಸ್ಫೂರ್ತಿಂದ ಮಗುವಿನ ಮನದೊಳು bbox=[1289, 1521, 1399, 1534]
poem-line: ನಿಮ್ಮಲ್ಲಿ ಬೆರಿಯುವುದು ಏನು bbox=[1289, 1286, 1381, 1298]
poem-headline-wrap bbox=[1289, 1110, 1508, 1200]
margadarshi-body: ಪ್ರವಾಸೋದ್ಯಮ ಇಲಾಖೆಯಿಂದ ಪ್ರವಾಸಿ ತಾಣಗಳ ಉತ್ತೇಜನ ಮತ್ತು ಪ್ರಚಾರದ ದೃಷ್ಟಿಯಿಂದ ಎಸ್.ಸಿ.ಎಸ್.ಪಿ., ಟಿ.ಎಸ್.ಪಿ ಯೋಜನೆ ಅಡಿಯಲ್ಲಿ ಪರಿಶಿಷ್ಟ ಜಾತಿ ಮತ್ತು ಪರಿಶಿಷ್ಟ ಪಂಗಡದ ಅರ್ಹ ಅಭ್ಯರ್ಥಿಗಳಿಗೆ 01 ತಿಂಗಳ ಪ್ರವಾಸಿ ಮಾರ್ಗದರ್ಶಿ ತರಬೇತಿಗಾಗಿ ಅರ್ಜಿ ಆಹ್ವಾನಿಸಲಾಗಿದೆ. ಧಾರವಾಡ ಜಿಲ್ಲೆಯ ಪದವಿ ಮತ್ತು ದ್ವಿತೀಯ ಪಿಯುಸಿ ಅರ್ಹತಾ ತತ್ಸಮಾನ ಪರೀಕ್ಷೆಯಲ್ಲಿ ಉತ್ತೀರ್ಣರಾದ 21 ರಿಂದ 48 ವರ್ಷದೊಳಗಿನ ಅರ್ಹ ಅಭ್ಯರ್ಥಿಗಳಿಂದ ಅರ್ಜಿ ಸಲ್ಲಿಸಬಹುದು. ಆಸಕ್ತರು ಪ್ರವಾಸೋದ್ಯಮ ಇಲಾಖೆಯ ಕಛೇರಿಯಿಂದ ಅರ್ಜಿ ಪಡೆದು, ಭರ್ತಿ ಮಾಡಿದ ಅರ್ಜಿಗಳನ್ನು ದಾಖಲೆಗಳೊಂದಿಗೆ ಪ್ರವಾಸೋದ್ಯಮ ಇಲಾಖೆಯ ಸಹಾಯಕ ನಿರ್ದೇಶಕರ ಕಛೇರಿಗೆ ದ್ವಿಪ್ರತಿಯಲ್ಲಿ ಅರ್ಜಿ ಸಲ್ಲಿಸಬಹುದು. ಹೆಚ್ಚಿನ ಮಾಹಿತಿಗಾಗಿ ಕಛೇರಿ ದೂರವಾಣಿ ಸಂಖ್ಯೆ 0836-2955522 ಗೆ ಸಂಪರ್ಕಿಸಬಹುದು ಎಂದು ಪ್ರವಾಸೋದ್ಯಮ ಇಲಾಖೆಯ ಸಹಾಯಕ ನಿರ್ದೇಶಕರು ಪ್ರಕಟಣೆಯಲ್ಲಿ ತಿಳಿಸಿದ್ದಾರೆ. bbox=[43, 2157, 617, 2257]
temple-extra bbox=[43, 535, 547, 643]
